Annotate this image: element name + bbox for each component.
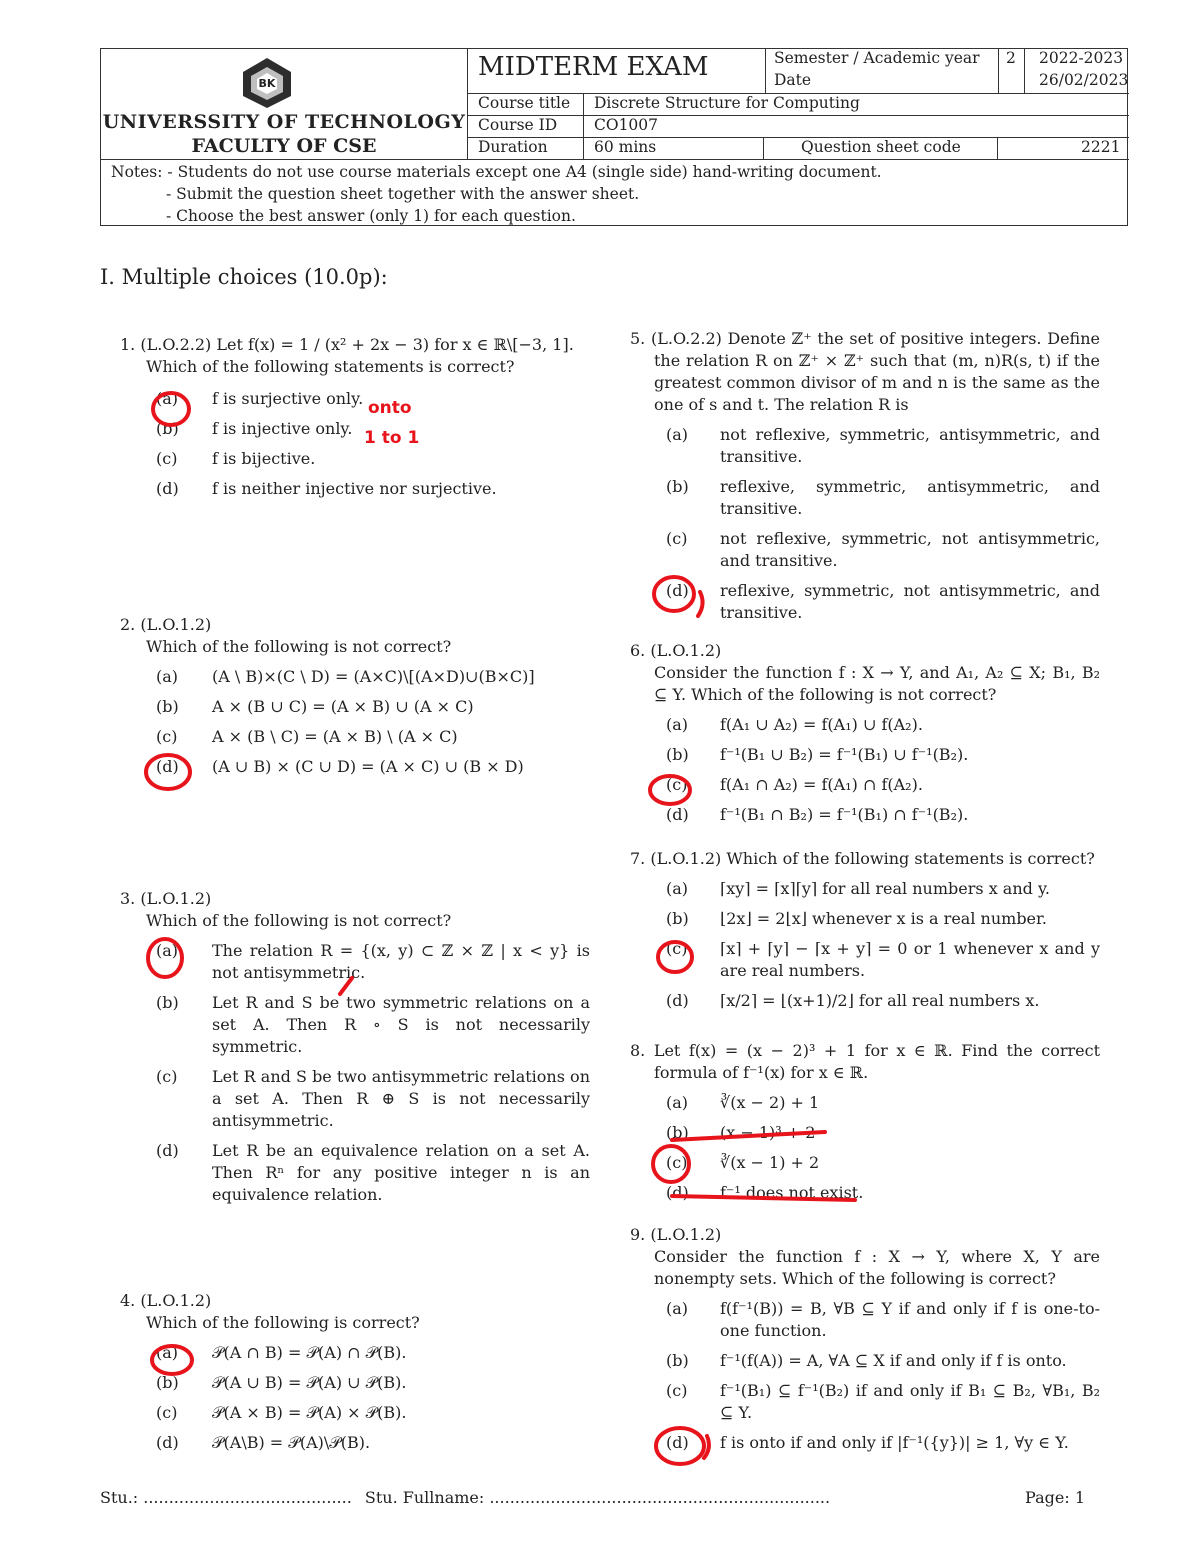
question-4: [120, 1290, 590, 1454]
option-a[interactable]: (a) f(f⁻¹(B)) = B, ∀B ⊆ Y if and only if f is one-to-one function.: [666, 1299, 1100, 1340]
logo-text: BK: [258, 77, 276, 90]
option-c[interactable]: (c) not reflexive, symmetric, not antisymmetric, and transitive.: [666, 529, 1100, 570]
university-name: UNIVERSSITY OF TECHNOLOGY: [102, 111, 466, 133]
option-b[interactable]: (b) f⁻¹(f(A)) = A, ∀A ⊆ X if and only if f is onto.: [666, 1351, 1067, 1370]
sheet-code-label: Question sheet code: [801, 138, 961, 156]
question-stem-2: Which of the following is correct?: [146, 1313, 420, 1332]
option-a[interactable]: (a) 𝒫(A ∩ B) = 𝒫(A) ∩ 𝒫(B).: [156, 1343, 407, 1362]
option-d[interactable]: (d) f is neither injective nor surjective.: [156, 479, 497, 498]
question-8: [630, 1040, 1100, 1204]
exam-notes: [111, 161, 882, 227]
option-b[interactable]: (b) f⁻¹(B₁ ∪ B₂) = f⁻¹(B₁) ∪ f⁻¹(B₂).: [666, 745, 969, 764]
course-id: CO1007: [594, 116, 659, 134]
handwritten-note-one-to-one: 1 to 1: [364, 428, 420, 448]
semester-label: Semester / Academic year: [774, 49, 980, 67]
option-d[interactable]: (d) f⁻¹(B₁ ∩ B₂) = f⁻¹(B₁) ∩ f⁻¹(B₂).: [666, 805, 969, 824]
option-a[interactable]: (a) f(A₁ ∪ A₂) = f(A₁) ∪ f(A₂).: [666, 715, 923, 734]
option-a[interactable]: (a) The relation R = {(x, y) ⊂ ℤ × ℤ | x < y} is not antisymmetric.: [156, 941, 590, 982]
option-a[interactable]: (a) not reflexive, symmetric, antisymmetric, and transitive.: [666, 425, 1100, 466]
question-stem: (L.O.2.2) Let f(x) = 1 / (x² + 2x − 3) for x ∈ ℝ\[−3, 1].: [140, 335, 574, 354]
question-1: [120, 334, 590, 500]
note-line: - Choose the best answer (only 1) for each question.: [166, 207, 576, 225]
note-line: Notes: - Students do not use course materials except one A4 (single side) hand-writing document.: [111, 163, 882, 181]
duration-label: Duration: [478, 138, 548, 156]
note-line: - Submit the question sheet together with the answer sheet.: [166, 185, 640, 203]
sheet-code: 2221: [1081, 138, 1121, 156]
question-number: 9.: [630, 1225, 646, 1244]
option-b[interactable]: (b) 𝒫(A ∪ B) = 𝒫(A) ∪ 𝒫(B).: [156, 1373, 407, 1392]
question-stem: (L.O.1.2): [140, 1291, 212, 1310]
question-stem: (L.O.1.2) Which of the following statements is correct?: [650, 849, 1095, 868]
exam-title: MIDTERM EXAM: [478, 52, 709, 82]
option-c[interactable]: (c) A × (B \ C) = (A × B) \ (A × C): [156, 727, 458, 746]
exam-header: [100, 48, 1128, 226]
question-number: 1.: [120, 335, 136, 354]
question-stem: (L.O.1.2): [650, 641, 722, 660]
question-stem: (L.O.1.2): [140, 615, 212, 634]
option-c[interactable]: (c) f(A₁ ∩ A₂) = f(A₁) ∩ f(A₂).: [666, 775, 923, 794]
handwritten-note-onto: onto: [368, 398, 412, 418]
question-number: 5.: [630, 329, 646, 348]
question-5: [630, 328, 1100, 624]
course-title: Discrete Structure for Computing: [594, 94, 860, 112]
question-number: 8.: [630, 1041, 646, 1060]
question-stem: Let f(x) = (x − 2)³ + 1 for x ∈ ℝ. Find the correct formula of f⁻¹(x) for x ∈ ℝ.: [653, 1041, 1100, 1082]
student-id-field[interactable]: Stu.: .........................................: [100, 1488, 352, 1507]
page-footer: [100, 1488, 1085, 1507]
question-stem: (L.O.1.2): [650, 1225, 722, 1244]
question-2: [120, 614, 590, 778]
question-stem-2: Consider the function f : X → Y, where X, Y are nonempty sets. Which of the following is correct?: [654, 1247, 1100, 1288]
option-d[interactable]: (d) ⌈x/2⌉ = ⌊(x+1)/2⌋ for all real numbers x.: [666, 991, 1040, 1010]
question-number: 7.: [630, 849, 646, 868]
option-d[interactable]: (d) Let R be an equivalence relation on a set A. Then Rⁿ for any positive integer n is an equivalence relation.: [156, 1141, 590, 1204]
question-number: 4.: [120, 1291, 136, 1310]
question-7: [630, 848, 1100, 1012]
option-d[interactable]: (d) 𝒫(A\B) = 𝒫(A)\𝒫(B).: [156, 1433, 371, 1452]
option-d[interactable]: (d) (A ∪ B) × (C ∪ D) = (A × C) ∪ (B × D): [156, 757, 524, 776]
option-c[interactable]: (c) f is bijective.: [156, 449, 316, 468]
university-block: [101, 49, 468, 159]
option-b[interactable]: (b) reflexive, symmetric, antisymmetric, and transitive.: [666, 477, 1100, 518]
student-fullname-field[interactable]: Stu. Fullname: ...................................................................: [364, 1488, 831, 1507]
option-d[interactable]: (d) f⁻¹ does not exist.: [666, 1183, 864, 1202]
option-a[interactable]: (a) ∛(x − 2) + 1: [666, 1093, 820, 1112]
option-b[interactable]: (b) A × (B ∪ C) = (A × B) ∪ (A × C): [156, 697, 474, 716]
option-b[interactable]: (b) (x − 1)³ + 2: [666, 1123, 816, 1142]
option-d[interactable]: (d) f is onto if and only if |f⁻¹({y})| ≥ 1, ∀y ∈ Y.: [666, 1433, 1069, 1452]
duration: 60 mins: [594, 138, 657, 156]
question-stem: (L.O.1.2): [140, 889, 212, 908]
section-title: I. Multiple choices (10.0p):: [100, 265, 388, 289]
option-a[interactable]: (a) ⌈xy⌉ = ⌈x⌉⌈y⌉ for all real numbers x and y.: [666, 879, 1050, 898]
question-number: 3.: [120, 889, 136, 908]
option-c[interactable]: (c) Let R and S be two antisymmetric relations on a set A. Then R ⊕ S is not necessarily antisymmetric.: [156, 1067, 590, 1130]
question-9: [630, 1224, 1100, 1454]
faculty-name: FACULTY OF CSE: [191, 135, 377, 157]
course-title-label: Course title: [478, 94, 571, 112]
option-c[interactable]: (c) f⁻¹(B₁) ⊆ f⁻¹(B₂) if and only if B₁ ⊆ B₂, ∀B₁, B₂ ⊆ Y.: [666, 1381, 1100, 1422]
question-stem-2: Consider the function f : X → Y, and A₁, A₂ ⊆ X; B₁, B₂ ⊆ Y. Which of the following is not correct?: [654, 663, 1100, 704]
course-id-label: Course ID: [478, 116, 558, 134]
date-label: Date: [774, 71, 812, 89]
question-stem-2: Which of the following statements is correct?: [146, 357, 515, 376]
option-b[interactable]: (b) ⌊2x⌋ = 2⌊x⌋ whenever x is a real number.: [666, 909, 1047, 928]
question-stem-2: Which of the following is not correct?: [146, 637, 452, 656]
semester-value: 2: [1006, 49, 1016, 67]
question-number: 6.: [630, 641, 646, 660]
option-c[interactable]: (c) ⌈x⌉ + ⌈y⌉ − ⌈x + y⌉ = 0 or 1 whenever x and y are real numbers.: [666, 939, 1100, 980]
option-a[interactable]: (a) (A \ B)×(C \ D) = (A×C)\[(A×D)∪(B×C)]: [156, 667, 535, 686]
page-number: Page: 1: [1025, 1488, 1085, 1507]
option-b[interactable]: (b) f is injective only.: [156, 419, 353, 438]
question-3: [120, 888, 590, 1206]
question-number: 2.: [120, 615, 136, 634]
option-d[interactable]: (d) reflexive, symmetric, not antisymmetric, and transitive.: [666, 581, 1100, 622]
option-a[interactable]: (a) f is surjective only.: [156, 389, 364, 408]
question-stem-2: Which of the following is not correct?: [146, 911, 452, 930]
exam-date: 26/02/2023: [1039, 71, 1129, 89]
option-c[interactable]: (c) 𝒫(A × B) = 𝒫(A) × 𝒫(B).: [156, 1403, 407, 1422]
option-c[interactable]: (c) ∛(x − 1) + 2: [666, 1153, 820, 1172]
question-stem: (L.O.2.2) Denote ℤ⁺ the set of positive integers. Define the relation R on ℤ⁺ × ℤ⁺ such that (m, n)R(s, t) if the greatest common divisor of m and n is the same as the one of s and t. The relation R is: [651, 329, 1100, 414]
academic-year: 2022-2023: [1039, 49, 1124, 67]
option-b[interactable]: (b) Let R and S be two symmetric relations on a set A. Then R ∘ S is not necessarily symmetric.: [156, 993, 590, 1056]
university-logo-icon: [241, 57, 293, 109]
question-6: [630, 640, 1100, 826]
